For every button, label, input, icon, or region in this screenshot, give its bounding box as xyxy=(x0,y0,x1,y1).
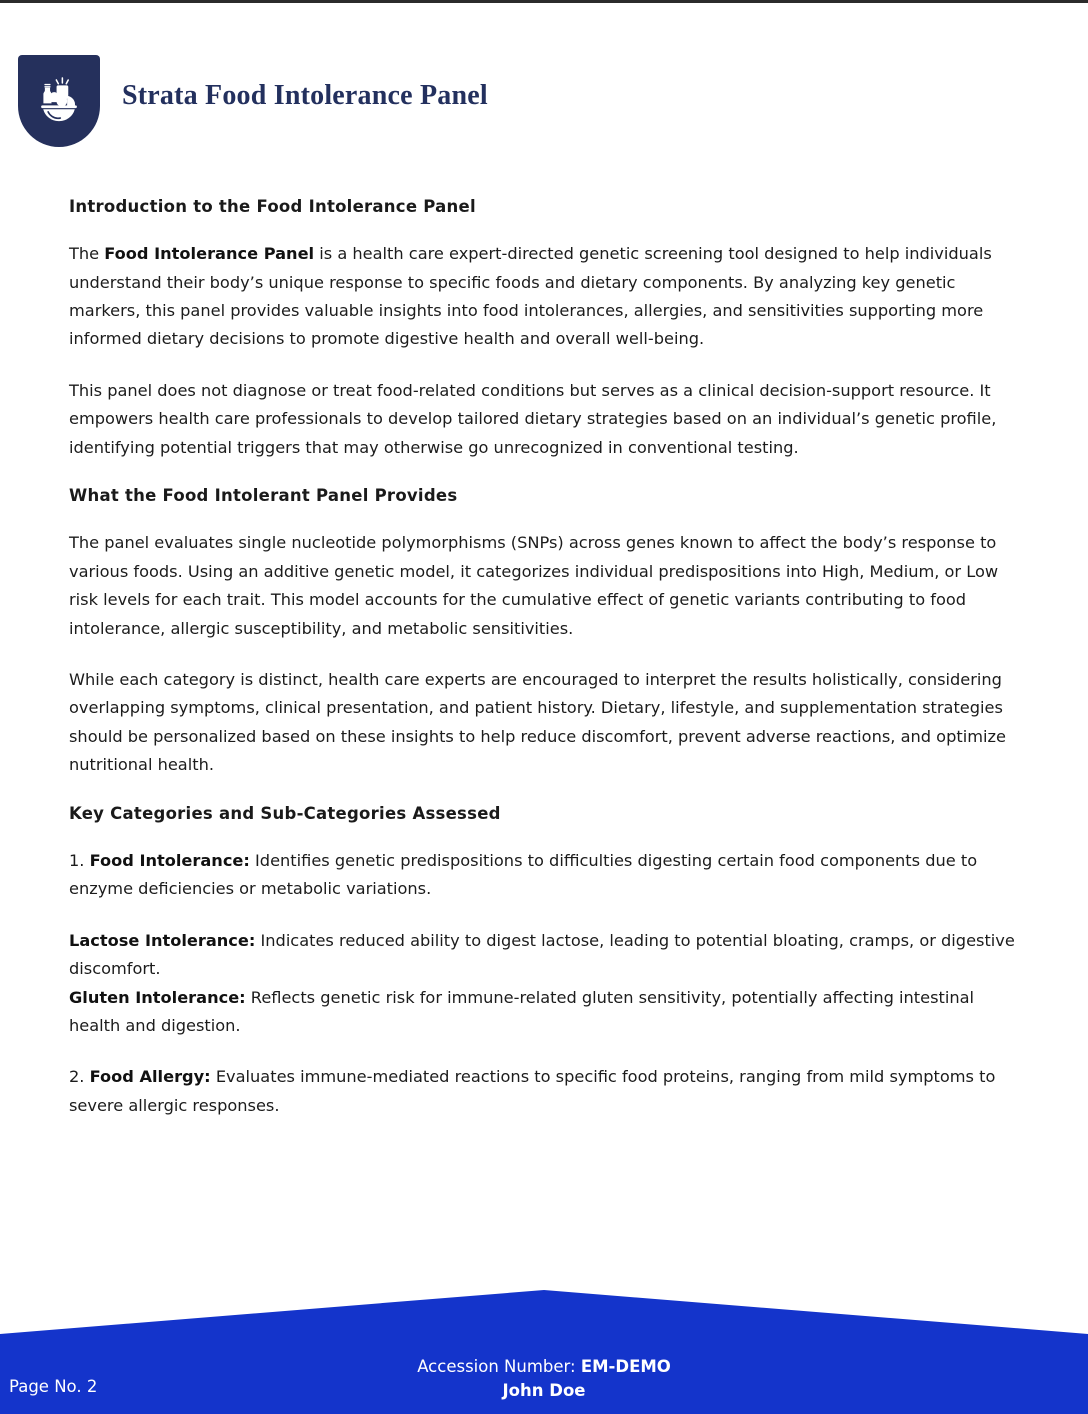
accession-value: EM-DEMO xyxy=(580,1357,671,1376)
page-header xyxy=(0,0,1088,170)
footer-accession-block xyxy=(0,1355,1088,1403)
list-item-description-2: Evaluates immune-mediated reactions to specific food proteins, ranging from mild symptoms to severe allergic responses. xyxy=(69,1067,996,1115)
sub-item-term-gluten: Gluten Intolerance: xyxy=(69,987,246,1007)
sub-item-group-intolerance xyxy=(69,927,1015,1041)
list-item-term: Food Intolerance: xyxy=(89,850,250,870)
heading-introduction: Introduction to the Food Intolerance Panel xyxy=(69,197,476,216)
list-item-food-allergy xyxy=(69,1063,1015,1120)
food-bowl-shield-icon xyxy=(33,74,85,126)
patient-name: John Doe xyxy=(502,1381,586,1400)
list-item-number: 1. xyxy=(69,850,90,870)
intro-rest-text: is a health care expert-directed genetic screening tool designed to help individuals understand their body’s unique response to specific foods and dietary components. By analyzing key genetic markers, this panel provides valuable insights into food intolerances, allergies, and sensitivities supporting more informed dietary decisions to promote digestive health and overall well-being. xyxy=(69,244,992,349)
sub-item-term-lactose: Lactose Intolerance: xyxy=(69,930,256,950)
list-item-number-2: 2. xyxy=(69,1067,90,1087)
paragraph-intro-2: This panel does not diagnose or treat food-related conditions but serves as a clinical decision-support resource. It empowers health care professionals to develop tailored dietary strategies based on an individual’s genetic profile, identifying potential triggers that may otherwise go unrecognized in conventional testing. xyxy=(69,380,997,457)
list-item-term-2: Food Allergy: xyxy=(89,1067,211,1087)
accession-label: Accession Number: xyxy=(417,1357,581,1376)
page-title: Strata Food Intolerance Panel xyxy=(122,80,488,111)
heading-key-categories: Key Categories and Sub-Categories Assessed xyxy=(69,803,501,823)
list-item-description: Identifies genetic predispositions to difficulties digesting certain food components due to enzyme deficiencies or metabolic variations. xyxy=(69,850,978,899)
sub-item-description-lactose: Indicates reduced ability to digest lactose, leading to potential bloating, cramps, or digestive discomfort. xyxy=(69,930,1015,979)
list-item-food-intolerance xyxy=(69,847,1015,904)
paragraph-provides-2: While each category is distinct, health care experts are encouraged to interpret the results holistically, considering overlapping symptoms, clinical presentation, and patient history. Dietary, lifestyle, and supplementation strategies should be personalized based on these insights to help reduce discomfort, prevent adverse reactions, and optimize nutritional health. xyxy=(69,670,1006,775)
paragraph-provides-1: The panel evaluates single nucleotide polymorphisms (SNPs) across genes known to affect the body’s response to various foods. Using an additive genetic model, it categorizes individual predispositions into High, Medium, or Low risk levels for each trait. This model accounts for the cumulative effect of genetic variants contributing to food intolerance, allergic susceptibility, and metabolic sensitivities. xyxy=(69,533,999,638)
intro-bold-term: Food Intolerance Panel xyxy=(104,244,315,264)
paragraph-intro-1 xyxy=(69,240,1015,354)
sub-item-description-gluten: Reflects genetic risk for immune-related gluten sensitivity, potentially affecting intestinal health and digestion. xyxy=(69,987,975,1035)
document-content xyxy=(69,196,1015,1143)
brand-logo-shield xyxy=(18,55,100,147)
intro-lead-text: The xyxy=(69,244,105,264)
footer-page-number: Page No. 2 xyxy=(9,1377,98,1396)
heading-what-panel-provides: What the Food Intolerant Panel Provides xyxy=(69,486,458,506)
